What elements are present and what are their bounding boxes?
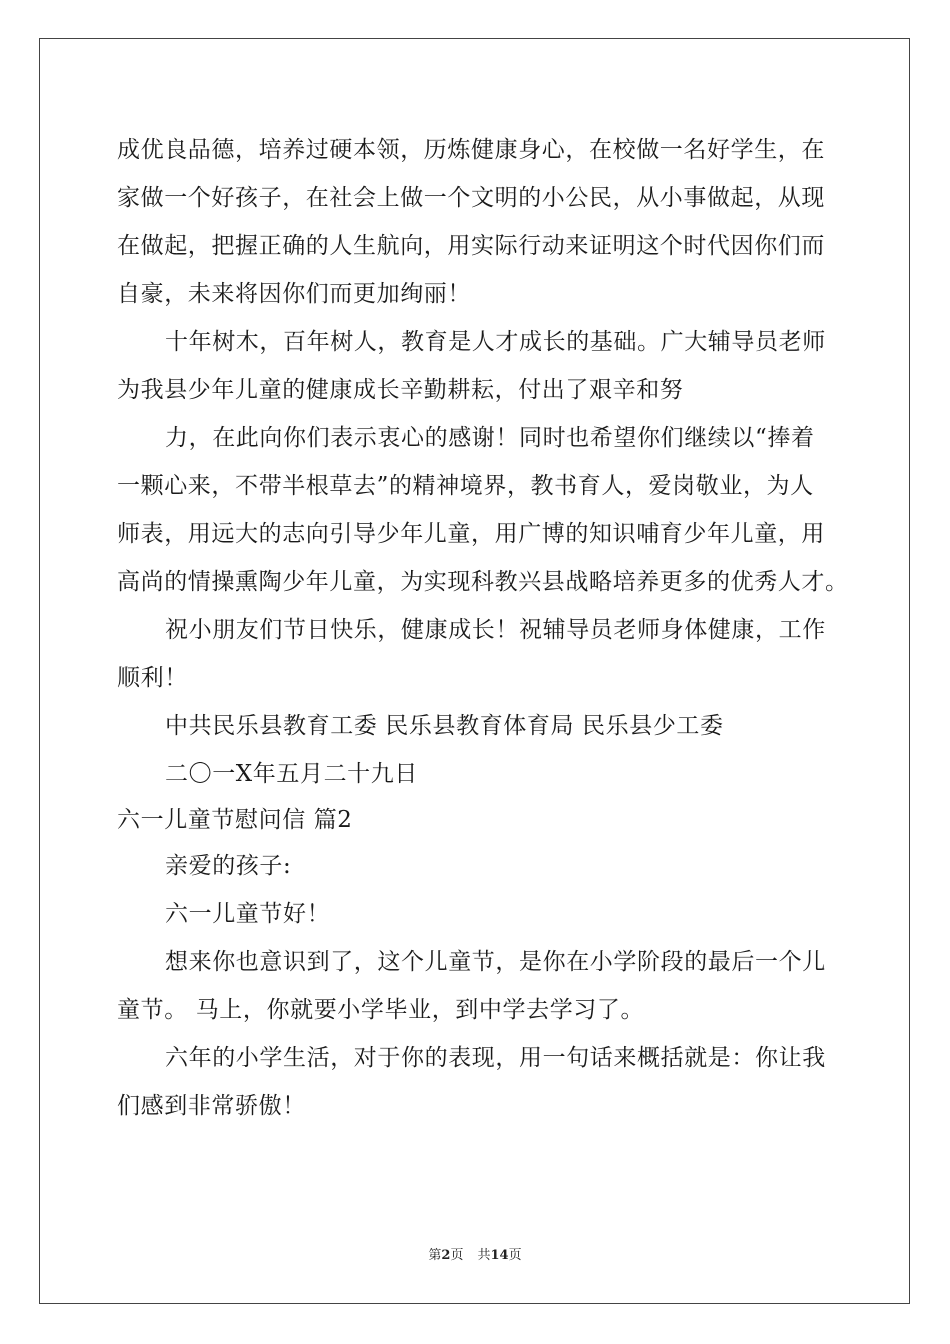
paragraph-start: 祝小朋友们节日快乐，健康成长！祝辅导员老师身体健康，工作	[165, 617, 826, 643]
document-body	[117, 126, 849, 1130]
text-line: 师表，用远大的志向引导少年儿童，用广博的知识哺育少年儿童，用	[117, 521, 825, 547]
footer-prefix: 第	[428, 1248, 442, 1263]
signature-organizations: 中共民乐县教育工委 民乐县教育体育局 民乐县少工委	[165, 713, 724, 739]
paragraph-start: 力，在此向你们表示衷心的感谢！同时也希望你们继续以“捧着	[165, 425, 815, 451]
page-footer	[0, 1247, 950, 1265]
text-line: 在做起，把握正确的人生航向，用实际行动来证明这个时代因你们而	[117, 233, 825, 259]
section-heading: 六一儿童节慰问信 篇2	[117, 807, 353, 833]
text-line: 童节。 马上，你就要小学毕业，到中学去学习了。	[117, 997, 645, 1023]
text-line: 一颗心来，不带半根草去”的精神境界，教书育人，爱岗敬业，为人	[117, 473, 814, 499]
greeting: 六一儿童节好！	[165, 901, 331, 927]
salutation: 亲爱的孩子:	[165, 853, 292, 879]
current-page-number: 2	[441, 1248, 451, 1263]
paragraph-start: 六年的小学生活，对于你的表现，用一句话来概括就是：你让我	[165, 1045, 826, 1071]
text-line: 顺利！	[117, 665, 188, 691]
total-page-count: 14	[490, 1248, 509, 1263]
footer-page-suffix: 页	[450, 1248, 464, 1263]
text-line: 家做一个好孩子，在社会上做一个文明的小公民，从小事做起，从现	[117, 185, 825, 211]
text-line: 为我县少年儿童的健康成长辛勤耕耘，付出了艰辛和努	[117, 377, 684, 403]
signature-date: 二〇一X年五月二十九日	[165, 761, 418, 787]
text-line: 成优良品德，培养过硬本领，历炼健康身心，在校做一名好学生，在	[117, 137, 825, 163]
paragraph-start: 十年树木，百年树人，教育是人才成长的基础。广大辅导员老师	[165, 329, 826, 355]
footer-total-suffix: 页	[508, 1248, 522, 1263]
text-line: 自豪，未来将因你们而更加绚丽！	[117, 281, 471, 307]
footer-total-prefix: 共	[477, 1248, 491, 1263]
text-line: 们感到非常骄傲！	[117, 1093, 306, 1119]
paragraph-start: 想来你也意识到了，这个儿童节，是你在小学阶段的最后一个儿	[165, 949, 826, 975]
text-line: 高尚的情操熏陶少年儿童，为实现科教兴县战略培养更多的优秀人才。	[117, 569, 849, 595]
